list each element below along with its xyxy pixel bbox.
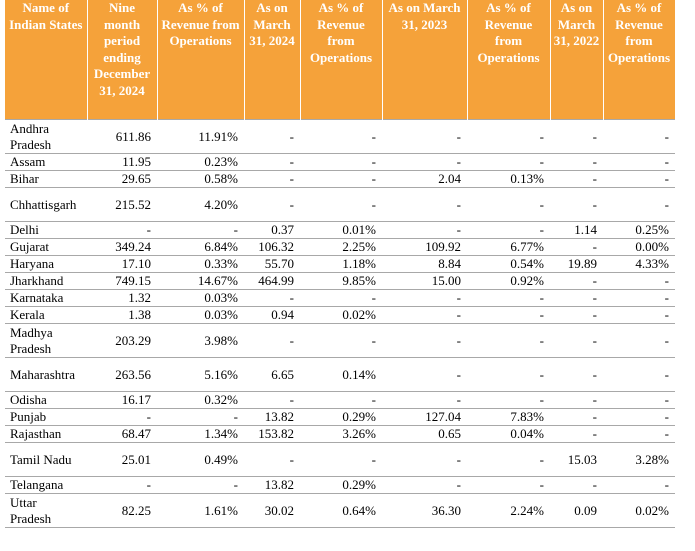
- value-cell: -: [300, 171, 382, 188]
- table-row: [5, 239, 675, 256]
- table-row: [5, 290, 675, 307]
- value-cell: 106.32: [244, 239, 300, 256]
- value-cell: 3.28%: [603, 443, 675, 477]
- value-cell: 17.10: [87, 256, 157, 273]
- value-cell: -: [550, 426, 603, 443]
- value-cell: 14.67%: [157, 273, 244, 290]
- value-cell: 0.00%: [603, 239, 675, 256]
- col-header-mar-2023-pct: As % of Revenue from Operations: [467, 0, 550, 120]
- value-cell: -: [550, 171, 603, 188]
- value-cell: -: [550, 409, 603, 426]
- value-cell: -: [244, 290, 300, 307]
- value-cell: -: [244, 120, 300, 154]
- value-cell: 3.98%: [157, 324, 244, 358]
- value-cell: 0.37: [244, 222, 300, 239]
- state-name-cell: Andhra Pradesh: [5, 120, 87, 154]
- value-cell: 3.26%: [300, 426, 382, 443]
- table-row: [5, 392, 675, 409]
- value-cell: -: [87, 477, 157, 494]
- value-cell: 0.94: [244, 307, 300, 324]
- value-cell: 0.58%: [157, 171, 244, 188]
- value-cell: 153.82: [244, 426, 300, 443]
- table-row: [5, 409, 675, 426]
- value-cell: -: [603, 477, 675, 494]
- value-cell: 0.02%: [603, 494, 675, 528]
- value-cell: -: [603, 273, 675, 290]
- value-cell: -: [382, 290, 467, 307]
- value-cell: 0.92%: [467, 273, 550, 290]
- value-cell: 2.24%: [467, 494, 550, 528]
- value-cell: 0.23%: [157, 154, 244, 171]
- value-cell: 4.33%: [603, 256, 675, 273]
- value-cell: 0.01%: [300, 222, 382, 239]
- value-cell: 0.04%: [467, 426, 550, 443]
- value-cell: 13.82: [244, 477, 300, 494]
- state-name-cell: Maharashtra: [5, 358, 87, 392]
- value-cell: -: [244, 324, 300, 358]
- header-row: [5, 0, 675, 120]
- value-cell: 6.65: [244, 358, 300, 392]
- value-cell: -: [244, 188, 300, 222]
- state-name-cell: Odisha: [5, 392, 87, 409]
- value-cell: -: [550, 307, 603, 324]
- table-row: [5, 154, 675, 171]
- value-cell: -: [603, 409, 675, 426]
- state-name-cell: Kerala: [5, 307, 87, 324]
- value-cell: 6.84%: [157, 239, 244, 256]
- value-cell: -: [300, 154, 382, 171]
- table-row: [5, 256, 675, 273]
- value-cell: -: [87, 222, 157, 239]
- value-cell: -: [467, 358, 550, 392]
- value-cell: -: [467, 120, 550, 154]
- value-cell: -: [550, 154, 603, 171]
- value-cell: 611.86: [87, 120, 157, 154]
- value-cell: 263.56: [87, 358, 157, 392]
- value-cell: 0.65: [382, 426, 467, 443]
- value-cell: -: [244, 171, 300, 188]
- value-cell: -: [467, 154, 550, 171]
- value-cell: 0.03%: [157, 307, 244, 324]
- value-cell: -: [244, 154, 300, 171]
- value-cell: -: [157, 477, 244, 494]
- value-cell: 19.89: [550, 256, 603, 273]
- value-cell: -: [603, 307, 675, 324]
- value-cell: -: [603, 188, 675, 222]
- value-cell: -: [550, 477, 603, 494]
- table-body: [5, 120, 675, 528]
- value-cell: -: [603, 290, 675, 307]
- value-cell: 1.34%: [157, 426, 244, 443]
- value-cell: -: [550, 239, 603, 256]
- col-header-dec-2024-pct: As % of Revenue from Operations: [157, 0, 244, 120]
- value-cell: -: [467, 392, 550, 409]
- value-cell: 0.64%: [300, 494, 382, 528]
- value-cell: 203.29: [87, 324, 157, 358]
- state-name-cell: Haryana: [5, 256, 87, 273]
- value-cell: 0.02%: [300, 307, 382, 324]
- value-cell: -: [300, 188, 382, 222]
- table-row: [5, 307, 675, 324]
- value-cell: 1.14: [550, 222, 603, 239]
- value-cell: 8.84: [382, 256, 467, 273]
- state-name-cell: Telangana: [5, 477, 87, 494]
- value-cell: -: [244, 443, 300, 477]
- value-cell: -: [467, 307, 550, 324]
- value-cell: -: [382, 324, 467, 358]
- state-name-cell: Assam: [5, 154, 87, 171]
- value-cell: -: [382, 307, 467, 324]
- table-row: [5, 494, 675, 528]
- value-cell: 15.00: [382, 273, 467, 290]
- col-header-mar-2024: As on March 31, 2024: [244, 0, 300, 120]
- value-cell: 4.20%: [157, 188, 244, 222]
- value-cell: 16.17: [87, 392, 157, 409]
- value-cell: 15.03: [550, 443, 603, 477]
- value-cell: 36.30: [382, 494, 467, 528]
- value-cell: 0.29%: [300, 409, 382, 426]
- value-cell: 464.99: [244, 273, 300, 290]
- value-cell: -: [550, 188, 603, 222]
- state-name-cell: Punjab: [5, 409, 87, 426]
- value-cell: -: [550, 324, 603, 358]
- value-cell: -: [603, 324, 675, 358]
- state-name-cell: Uttar Pradesh: [5, 494, 87, 528]
- value-cell: 6.77%: [467, 239, 550, 256]
- state-name-cell: Tamil Nadu: [5, 443, 87, 477]
- value-cell: -: [467, 477, 550, 494]
- value-cell: -: [300, 392, 382, 409]
- value-cell: -: [382, 222, 467, 239]
- value-cell: 0.03%: [157, 290, 244, 307]
- col-header-state: Name of Indian States: [5, 0, 87, 120]
- value-cell: -: [550, 358, 603, 392]
- value-cell: 0.54%: [467, 256, 550, 273]
- value-cell: 1.32: [87, 290, 157, 307]
- value-cell: -: [467, 324, 550, 358]
- value-cell: 0.29%: [300, 477, 382, 494]
- table-row: [5, 443, 675, 477]
- value-cell: 9.85%: [300, 273, 382, 290]
- table-row: [5, 358, 675, 392]
- value-cell: 1.61%: [157, 494, 244, 528]
- value-cell: -: [382, 392, 467, 409]
- value-cell: -: [244, 392, 300, 409]
- value-cell: -: [300, 290, 382, 307]
- table-row: [5, 273, 675, 290]
- value-cell: 127.04: [382, 409, 467, 426]
- value-cell: -: [603, 171, 675, 188]
- value-cell: 0.25%: [603, 222, 675, 239]
- value-cell: -: [550, 273, 603, 290]
- value-cell: -: [382, 154, 467, 171]
- value-cell: 2.25%: [300, 239, 382, 256]
- value-cell: 11.91%: [157, 120, 244, 154]
- value-cell: -: [300, 443, 382, 477]
- state-name-cell: Delhi: [5, 222, 87, 239]
- state-name-cell: Gujarat: [5, 239, 87, 256]
- value-cell: 25.01: [87, 443, 157, 477]
- value-cell: 2.04: [382, 171, 467, 188]
- value-cell: 0.49%: [157, 443, 244, 477]
- value-cell: 30.02: [244, 494, 300, 528]
- value-cell: 0.32%: [157, 392, 244, 409]
- table-row: [5, 426, 675, 443]
- state-name-cell: Karnataka: [5, 290, 87, 307]
- value-cell: -: [467, 188, 550, 222]
- value-cell: -: [550, 290, 603, 307]
- value-cell: 349.24: [87, 239, 157, 256]
- value-cell: -: [157, 222, 244, 239]
- value-cell: -: [603, 154, 675, 171]
- value-cell: 55.70: [244, 256, 300, 273]
- col-header-dec-2024: Nine month period ending December 31, 2024: [87, 0, 157, 120]
- state-name-cell: Bihar: [5, 171, 87, 188]
- value-cell: -: [300, 120, 382, 154]
- value-cell: 5.16%: [157, 358, 244, 392]
- value-cell: -: [300, 324, 382, 358]
- value-cell: -: [550, 120, 603, 154]
- state-name-cell: Rajasthan: [5, 426, 87, 443]
- value-cell: 215.52: [87, 188, 157, 222]
- value-cell: 749.15: [87, 273, 157, 290]
- value-cell: 109.92: [382, 239, 467, 256]
- value-cell: -: [382, 477, 467, 494]
- value-cell: 1.38: [87, 307, 157, 324]
- table-row: [5, 120, 675, 154]
- value-cell: 68.47: [87, 426, 157, 443]
- value-cell: -: [382, 120, 467, 154]
- state-name-cell: Chhattisgarh: [5, 188, 87, 222]
- value-cell: 7.83%: [467, 409, 550, 426]
- value-cell: -: [603, 358, 675, 392]
- table-row: [5, 171, 675, 188]
- value-cell: -: [157, 409, 244, 426]
- value-cell: -: [87, 409, 157, 426]
- col-header-mar-2022-pct: As % of Revenue from Operations: [603, 0, 675, 120]
- table-row: [5, 324, 675, 358]
- table-row: [5, 477, 675, 494]
- state-name-cell: Madhya Pradesh: [5, 324, 87, 358]
- value-cell: 11.95: [87, 154, 157, 171]
- value-cell: 0.09: [550, 494, 603, 528]
- table-row: [5, 222, 675, 239]
- col-header-mar-2024-pct: As % of Revenue from Operations: [300, 0, 382, 120]
- state-name-cell: Jharkhand: [5, 273, 87, 290]
- value-cell: 0.14%: [300, 358, 382, 392]
- value-cell: -: [382, 188, 467, 222]
- value-cell: 0.13%: [467, 171, 550, 188]
- value-cell: 29.65: [87, 171, 157, 188]
- value-cell: -: [603, 120, 675, 154]
- col-header-mar-2022: As on March 31, 2022: [550, 0, 603, 120]
- value-cell: -: [467, 290, 550, 307]
- value-cell: -: [550, 392, 603, 409]
- value-cell: -: [603, 392, 675, 409]
- value-cell: -: [467, 222, 550, 239]
- value-cell: 82.25: [87, 494, 157, 528]
- value-cell: 1.18%: [300, 256, 382, 273]
- value-cell: -: [467, 443, 550, 477]
- value-cell: -: [603, 426, 675, 443]
- value-cell: -: [382, 443, 467, 477]
- value-cell: 0.33%: [157, 256, 244, 273]
- state-revenue-table: [5, 0, 676, 528]
- value-cell: -: [382, 358, 467, 392]
- value-cell: 13.82: [244, 409, 300, 426]
- col-header-mar-2023: As on March 31, 2023: [382, 0, 467, 120]
- table-row: [5, 188, 675, 222]
